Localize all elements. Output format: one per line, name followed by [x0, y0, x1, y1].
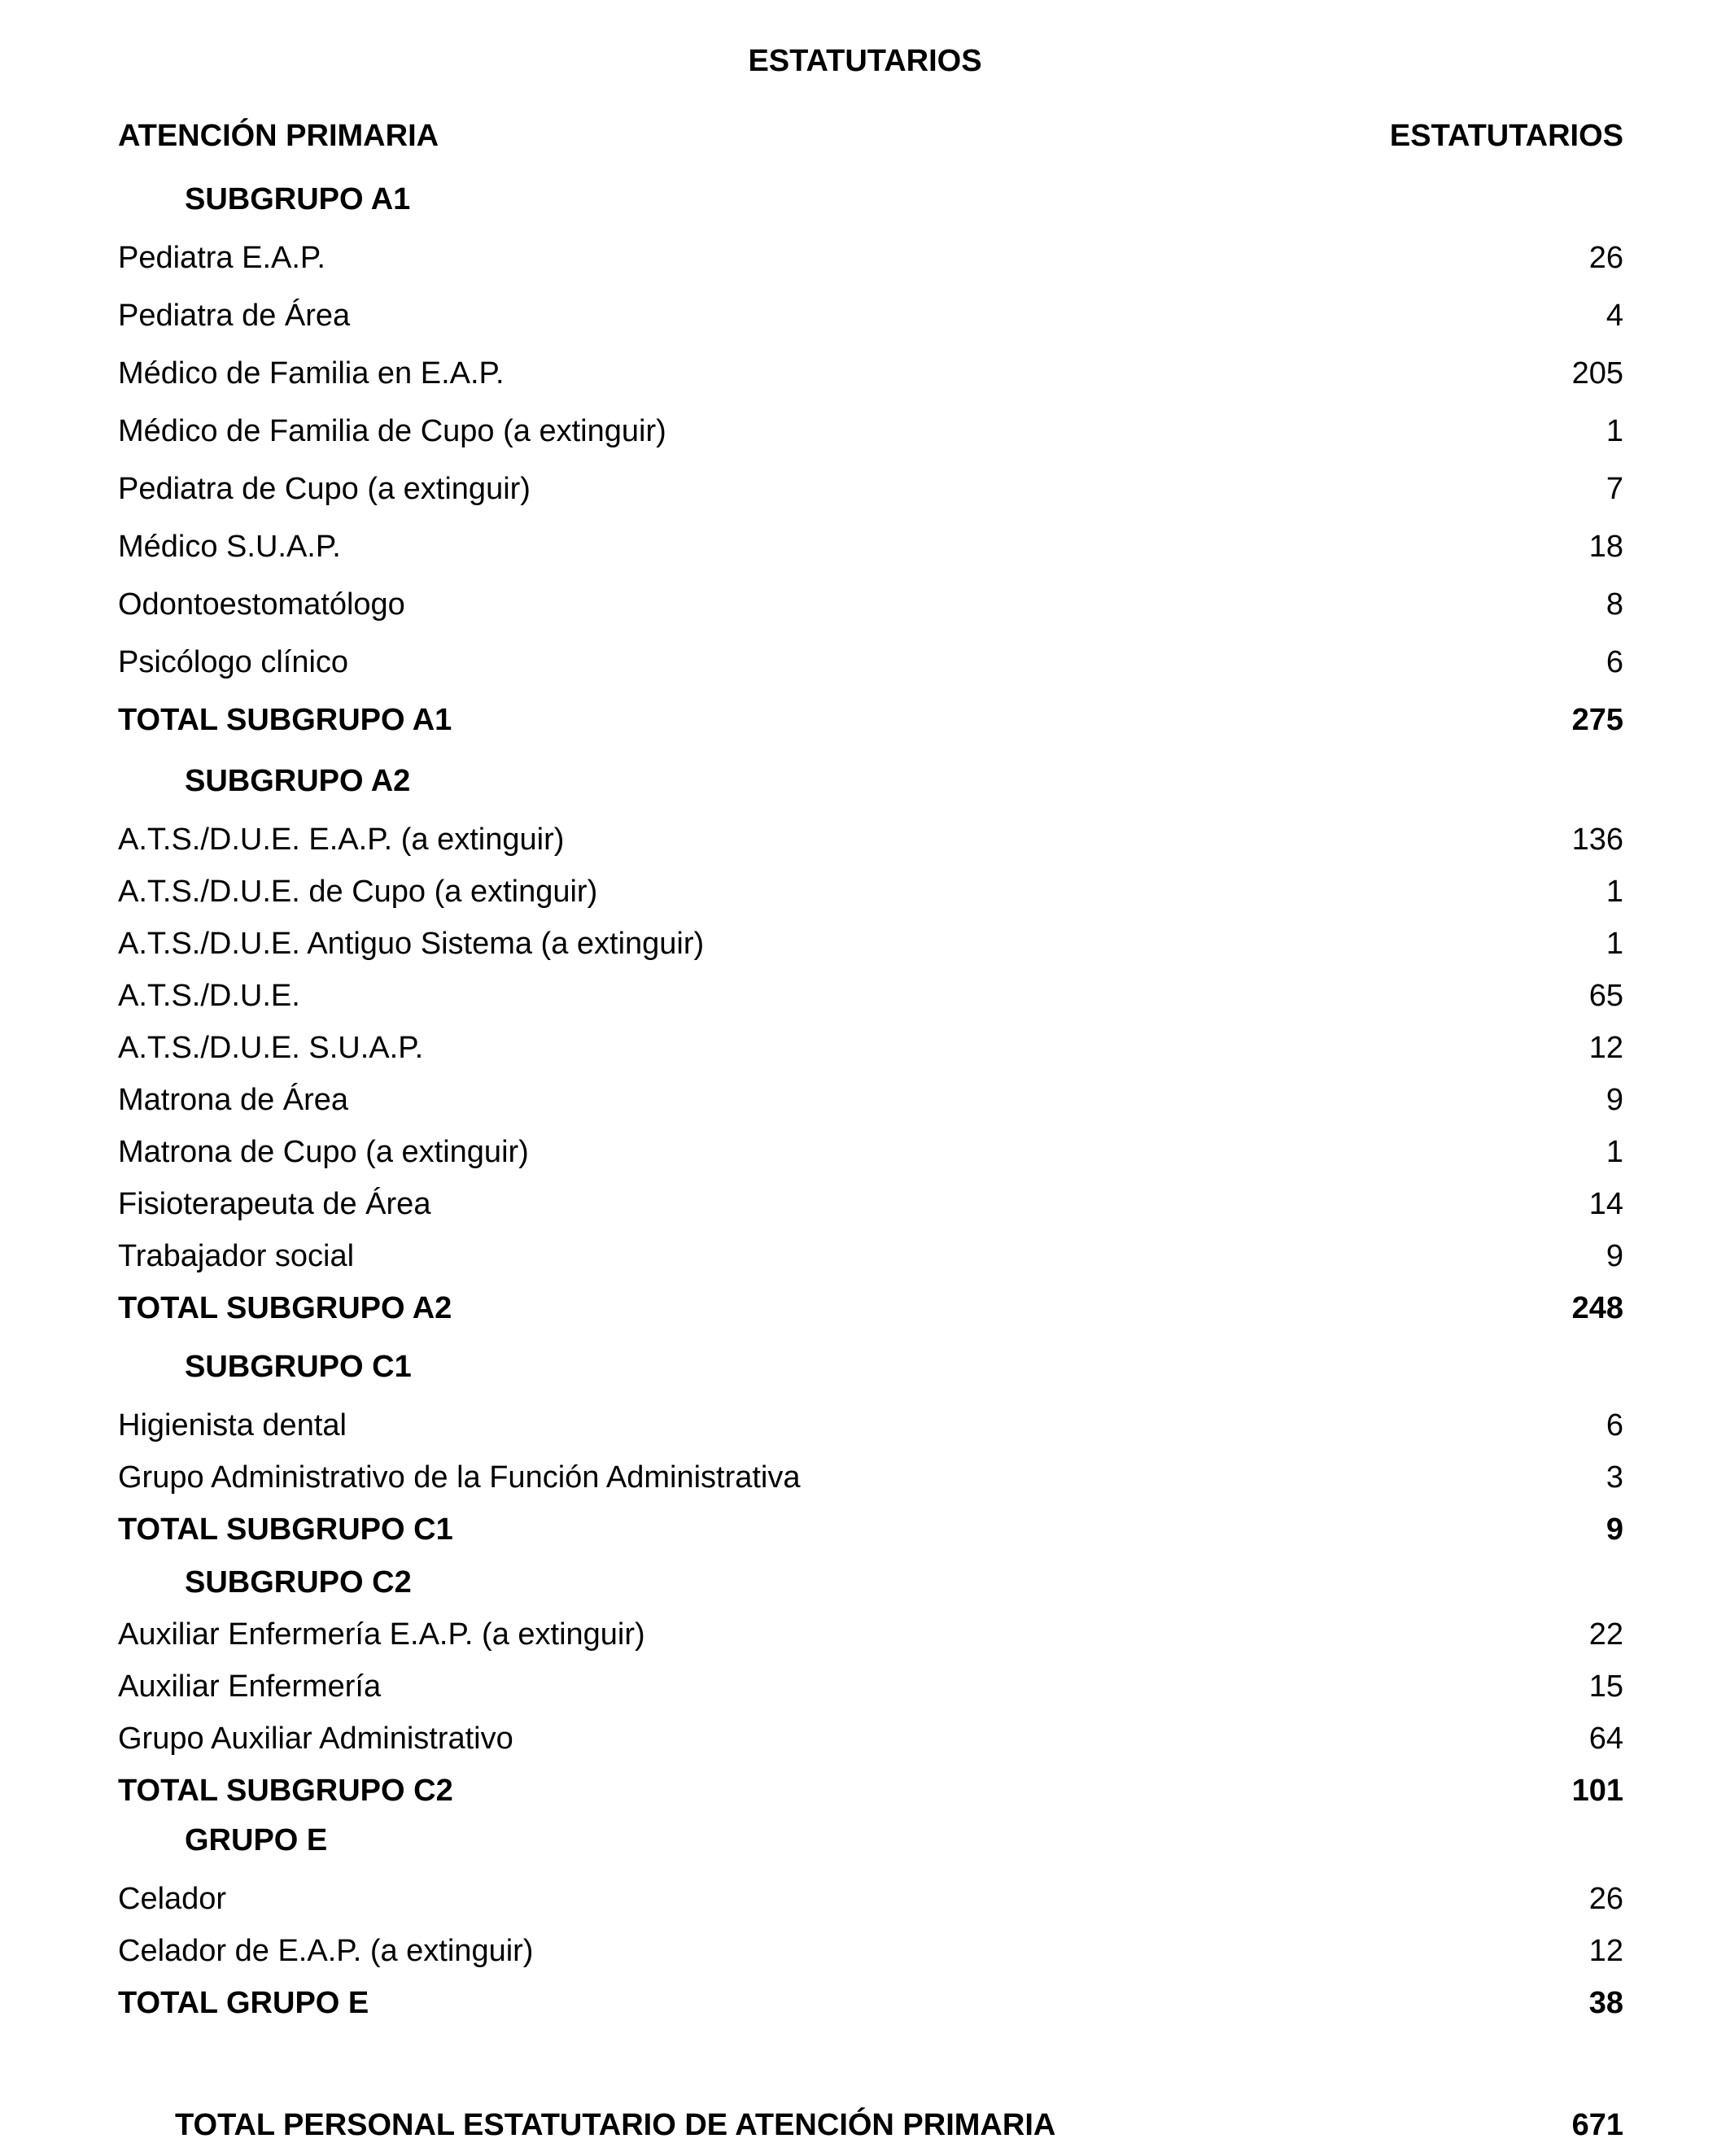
grand-total-value: 671: [1571, 2108, 1623, 2142]
table-header: [118, 116, 1623, 156]
row-label: Psicólogo clínico: [118, 645, 349, 679]
total-row: [118, 1770, 1623, 1811]
row-label: A.T.S./D.U.E.: [118, 979, 300, 1013]
total-value: 248: [1571, 1291, 1623, 1325]
table-row: [118, 642, 1623, 683]
row-label: A.T.S./D.U.E. E.A.P. (a extinguir): [118, 823, 565, 857]
row-label: A.T.S./D.U.E. Antiguo Sistema (a extinguir): [118, 927, 705, 961]
table-row: [118, 1718, 1623, 1759]
table-row: [118, 584, 1623, 625]
total-label: TOTAL SUBGRUPO C1: [118, 1512, 453, 1547]
table-row: [118, 1879, 1623, 1919]
row-value: 8: [1605, 587, 1623, 622]
row-value: 9: [1605, 1239, 1623, 1273]
table-row: [118, 1931, 1623, 1971]
section-heading: SUBGRUPO A1: [185, 182, 411, 216]
row-label: Auxiliar Enfermería: [118, 1669, 382, 1704]
row-value: 26: [1588, 1882, 1623, 1916]
section-heading: GRUPO E: [185, 1823, 328, 1857]
section-subgrupo-a1: [118, 179, 1623, 740]
row-value: 12: [1588, 1934, 1623, 1968]
section-heading: SUBGRUPO A2: [185, 764, 411, 798]
table-row: [118, 238, 1623, 278]
table-row: [118, 923, 1623, 964]
row-label: Pediatra E.A.P.: [118, 241, 325, 275]
row-label: Celador de E.A.P. (a extinguir): [118, 1934, 534, 1968]
row-label: Higienista dental: [118, 1408, 347, 1442]
table-row: [118, 1405, 1623, 1446]
row-label: A.T.S./D.U.E. S.U.A.P.: [118, 1031, 424, 1065]
grand-total-row: [175, 2105, 1623, 2145]
row-value: 4: [1605, 299, 1623, 333]
table-row: [118, 1132, 1623, 1172]
row-value: 64: [1588, 1722, 1623, 1756]
header-left-label: ATENCIÓN PRIMARIA: [118, 119, 439, 153]
row-label: Médico de Familia en E.A.P.: [118, 356, 505, 391]
table-row: [118, 295, 1623, 336]
table-row: [118, 871, 1623, 912]
section-heading: SUBGRUPO C2: [185, 1565, 412, 1600]
table-row: [118, 1080, 1623, 1120]
row-label: Matrona de Área: [118, 1083, 349, 1117]
row-label: Médico S.U.A.P.: [118, 530, 341, 564]
row-value: 26: [1588, 241, 1623, 275]
section-subgrupo-c2: [118, 1562, 1623, 1811]
section-heading: SUBGRUPO C1: [185, 1350, 412, 1384]
total-label: TOTAL SUBGRUPO A1: [118, 703, 452, 737]
table-row: [118, 526, 1623, 567]
section-subgrupo-c1: [118, 1346, 1623, 1550]
row-value: 1: [1605, 927, 1623, 961]
row-label: Odontoestomatólogo: [118, 587, 405, 622]
page-title: ESTATUTARIOS: [748, 44, 982, 78]
row-label: Pediatra de Cupo (a extinguir): [118, 472, 531, 506]
table-row: [118, 975, 1623, 1016]
row-label: Médico de Familia de Cupo (a extinguir): [118, 414, 666, 448]
row-value: 1: [1605, 414, 1623, 448]
section-grupo-e: [118, 1820, 1623, 2023]
row-value: 12: [1588, 1031, 1623, 1065]
section-subgrupo-a2: [118, 761, 1623, 1329]
row-label: Grupo Auxiliar Administrativo: [118, 1722, 513, 1756]
table-row: [118, 1184, 1623, 1224]
total-label: TOTAL SUBGRUPO C2: [118, 1774, 453, 1808]
row-value: 1: [1605, 1135, 1623, 1169]
row-label: Fisioterapeuta de Área: [118, 1187, 431, 1221]
row-value: 22: [1588, 1617, 1623, 1652]
row-value: 6: [1605, 645, 1623, 679]
total-value: 275: [1571, 703, 1623, 737]
total-value: 38: [1588, 1986, 1623, 2020]
row-value: 9: [1605, 1083, 1623, 1117]
row-value: 205: [1571, 356, 1623, 391]
table-row: [118, 353, 1623, 394]
total-label: TOTAL GRUPO E: [118, 1986, 369, 2020]
row-value: 3: [1605, 1460, 1623, 1495]
header-right-label: ESTATUTARIOS: [1389, 119, 1623, 153]
total-value: 9: [1605, 1512, 1623, 1547]
table-row: [118, 1236, 1623, 1277]
row-value: 15: [1588, 1669, 1623, 1704]
row-value: 7: [1605, 472, 1623, 506]
table-row: [118, 1457, 1623, 1498]
row-value: 65: [1588, 979, 1623, 1013]
row-value: 14: [1588, 1187, 1623, 1221]
grand-total-label: TOTAL PERSONAL ESTATUTARIO DE ATENCIÓN PRIMARIA: [175, 2108, 1056, 2142]
table-row: [118, 1028, 1623, 1068]
total-row: [118, 1288, 1623, 1329]
row-label: Trabajador social: [118, 1239, 355, 1273]
total-row: [118, 1509, 1623, 1550]
row-value: 6: [1605, 1408, 1623, 1442]
total-row: [118, 1983, 1623, 2023]
table-row: [118, 819, 1623, 860]
total-value: 101: [1571, 1774, 1623, 1808]
row-label: Auxiliar Enfermería E.A.P. (a extinguir): [118, 1617, 645, 1652]
row-label: Matrona de Cupo (a extinguir): [118, 1135, 529, 1169]
table-row: [118, 411, 1623, 452]
table-row: [118, 1666, 1623, 1707]
row-value: 18: [1588, 530, 1623, 564]
row-value: 1: [1605, 875, 1623, 909]
row-label: Grupo Administrativo de la Función Administrativa: [118, 1460, 801, 1495]
row-label: Pediatra de Área: [118, 299, 351, 333]
row-label: Celador: [118, 1882, 227, 1916]
table-row: [118, 1614, 1623, 1655]
row-label: A.T.S./D.U.E. de Cupo (a extinguir): [118, 875, 598, 909]
row-value: 136: [1571, 823, 1623, 857]
total-row: [118, 700, 1623, 740]
table-row: [118, 469, 1623, 509]
total-label: TOTAL SUBGRUPO A2: [118, 1291, 452, 1325]
